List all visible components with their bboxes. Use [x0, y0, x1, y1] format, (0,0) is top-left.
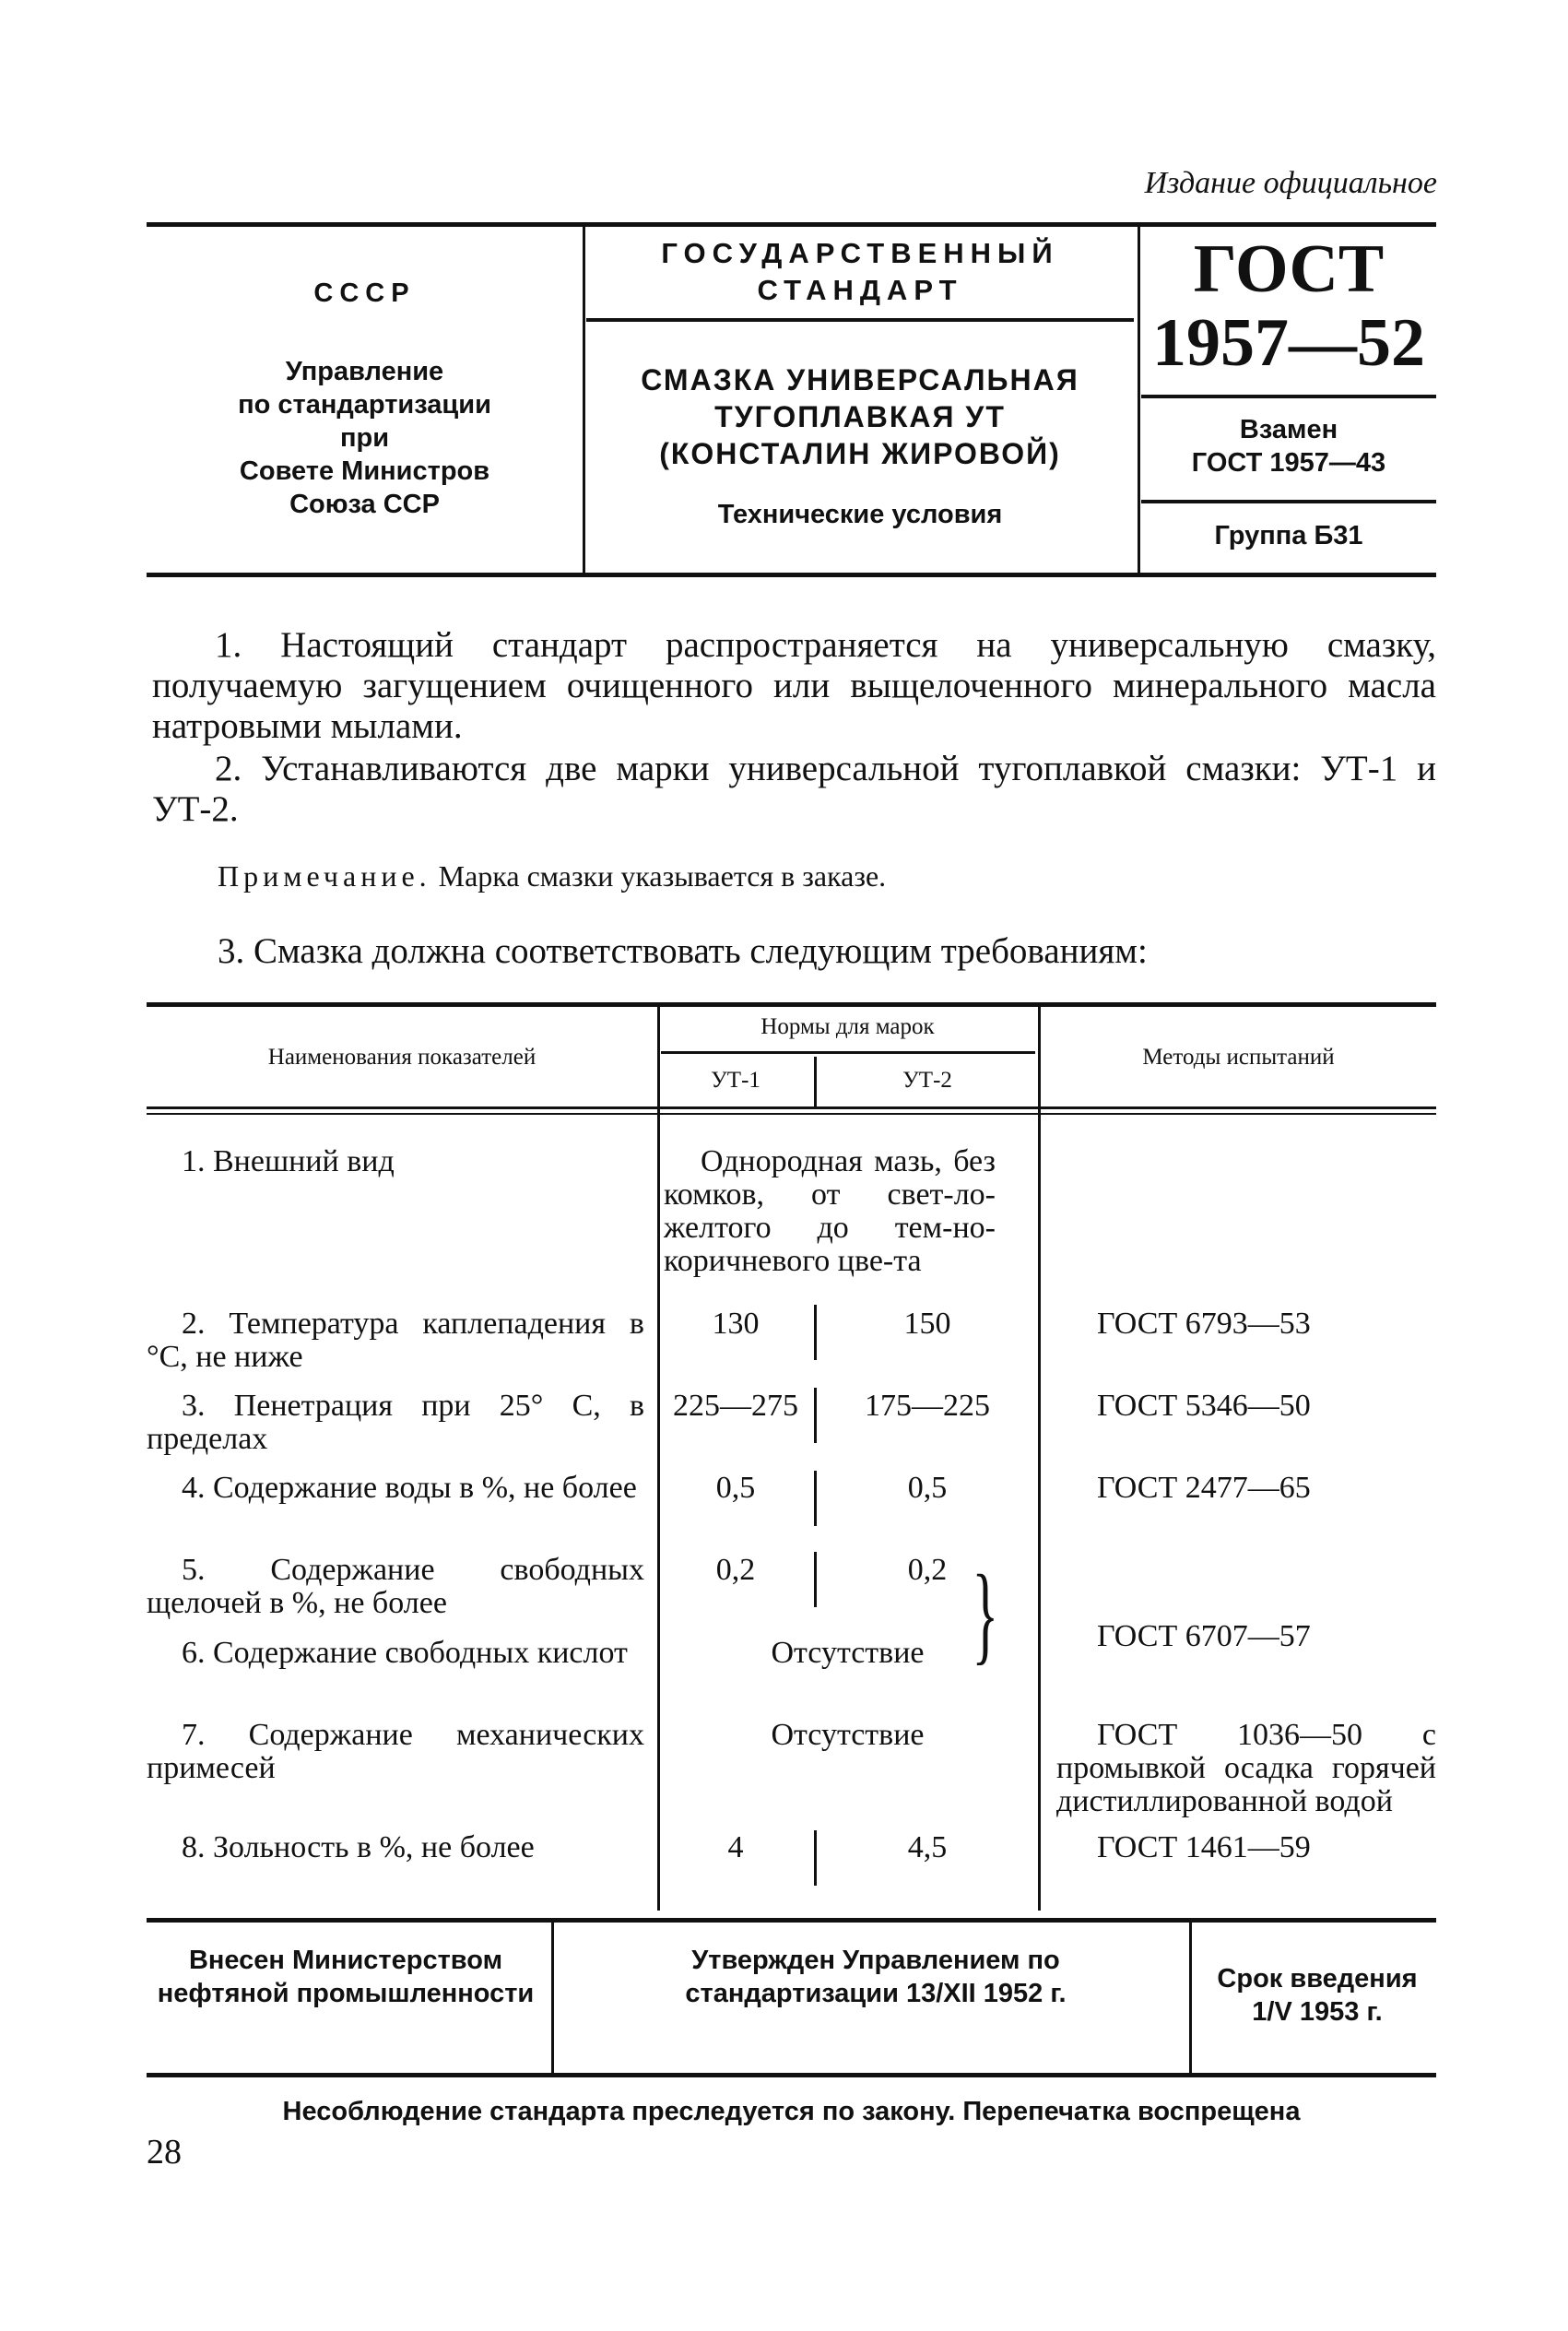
gost-number: [1141, 232, 1436, 380]
col-header-ut2: УТ-2: [902, 1068, 952, 1093]
table-row-ut2: 0,2: [907, 1553, 948, 1587]
table-row-ut1: 4: [727, 1830, 744, 1864]
divider: [1038, 1007, 1041, 1911]
divider: [147, 1002, 1436, 1007]
table-row-ut1: 225—275: [673, 1389, 798, 1423]
table-row-ut2: 0,5: [907, 1471, 948, 1505]
authority-line: Управление: [285, 357, 444, 386]
effective-date: Срок введения 1/V 1953 г.: [1217, 1964, 1418, 2027]
authority-line: Союза ССР: [289, 490, 440, 519]
divider: [1138, 227, 1140, 573]
table-row-name: 3. Пенетрация при 25° С, в пределах: [147, 1389, 644, 1456]
divider: [657, 1007, 660, 1911]
table-row-name: 4. Содержание воды в %, не более: [182, 1471, 637, 1505]
table-row-name: 8. Зольность в %, не более: [182, 1830, 535, 1864]
paragraph-1: 1. Настоящий стандарт распространяется на универсальную смазку, получаемую загущением очищенного или выщелоченного минерального масла натровыми мылами.: [152, 625, 1436, 746]
col-header-name: Наименования показателей: [267, 1045, 536, 1070]
table-row-ut2: 150: [903, 1307, 951, 1341]
authority: [147, 355, 583, 521]
table-row-ut1: 130: [712, 1307, 760, 1341]
edition-label: Издание официальное: [1144, 166, 1437, 200]
divider: [551, 1923, 554, 2073]
table-row-ut1: 0,2: [715, 1553, 756, 1587]
divider: [147, 1106, 1436, 1109]
divider: [586, 318, 1134, 322]
divider: [1189, 1923, 1192, 2073]
note: [218, 859, 886, 893]
note-text: Марка смазки указывается в заказе.: [438, 859, 887, 893]
subtitle: Технические условия: [717, 500, 1003, 529]
table-row-method: ГОСТ 1036—50 с промывкой осадка горячей дистиллированной водой: [1056, 1718, 1436, 1818]
gost-code: 1957—52: [1152, 305, 1425, 381]
divider: [147, 222, 1436, 227]
table-row-ut2: 175—225: [865, 1389, 990, 1423]
standard-type-line: ГОСУДАРСТВЕННЫЙ: [661, 237, 1059, 269]
paragraph-2: 2. Устанавливаются две марки универсальной тугоплавкой смазки: УТ-1 и УТ-2.: [152, 749, 1436, 829]
table-row-name: 5. Содержание свободных щелочей в %, не более: [147, 1553, 644, 1620]
table-row-merged: Отсутствие: [771, 1718, 925, 1752]
divider: [1141, 500, 1436, 503]
authority-line: Совете Министров: [239, 456, 490, 486]
table-row-ut2: 4,5: [907, 1830, 948, 1864]
table-row-method: ГОСТ 1461—59: [1097, 1830, 1311, 1864]
divider: [147, 573, 1436, 577]
replaces-line: ГОСТ 1957—43: [1191, 448, 1386, 478]
title-line: СМАЗКА УНИВЕРСАЛЬНАЯ: [641, 363, 1079, 396]
table-row-name: 6. Содержание свободных кислот: [182, 1636, 628, 1670]
divider: [1141, 395, 1436, 398]
standard-type: [586, 235, 1134, 309]
gost-label: ГОСТ: [1193, 231, 1385, 307]
legal-notice: Несоблюдение стандарта преследуется по закону. Перепечатка воспрещена: [282, 2097, 1301, 2126]
table-row-name: 1. Внешний вид: [182, 1144, 395, 1178]
standard-type-line: СТАНДАРТ: [757, 274, 963, 306]
table-row-name: 2. Температура каплепадения в °С, не ниже: [147, 1307, 644, 1374]
table-row-merged: Отсутствие: [771, 1636, 925, 1670]
table-row-method: ГОСТ 5346—50: [1097, 1389, 1311, 1423]
table-row-method: ГОСТ 6793—53: [1097, 1307, 1311, 1341]
note-label: Примечание.: [218, 859, 431, 893]
group: Группа Б31: [1214, 521, 1363, 550]
replaces-line: Взамен: [1239, 415, 1338, 444]
divider: [661, 1051, 1035, 1054]
brace-icon: }: [972, 1552, 999, 1674]
table-row-merged: Однородная мазь, без комков, от свет-ло-желтого до тем-но-коричневого цве-та: [664, 1144, 996, 1278]
divider: [147, 2073, 1436, 2077]
title-line: (КОНСТАЛИН ЖИРОВОЙ): [659, 437, 1061, 470]
divider: [583, 227, 585, 573]
table-row-method: ГОСТ 6707—57: [1097, 1619, 1311, 1653]
table-row-name: 7. Содержание механических примесей: [147, 1718, 644, 1785]
paragraph-3: 3. Смазка должна соответствовать следующим требованиям:: [218, 931, 1148, 971]
authority-line: при: [339, 423, 390, 453]
divider: [147, 1918, 1436, 1923]
col-header-norms: Нормы для марок: [760, 1014, 935, 1039]
divider: [147, 1113, 1436, 1115]
replaces: [1141, 413, 1436, 479]
introduced-by: Внесен Министерством нефтяной промышленности: [157, 1946, 535, 2008]
country: СССР: [313, 278, 416, 308]
col-header-ut1: УТ-1: [711, 1068, 760, 1093]
table-row-ut1: 0,5: [715, 1471, 756, 1505]
title-line: ТУГОПЛАВКАЯ УТ: [714, 400, 1006, 433]
approved-by: Утвержден Управлением по стандартизации 13/XII 1952 г.: [685, 1946, 1067, 2008]
authority-line: по стандартизации: [238, 390, 491, 420]
standard-title: [586, 361, 1134, 472]
col-header-methods: Методы испытаний: [1142, 1045, 1335, 1070]
table-row-method: ГОСТ 2477—65: [1097, 1471, 1311, 1505]
page-number: 28: [147, 2133, 182, 2171]
